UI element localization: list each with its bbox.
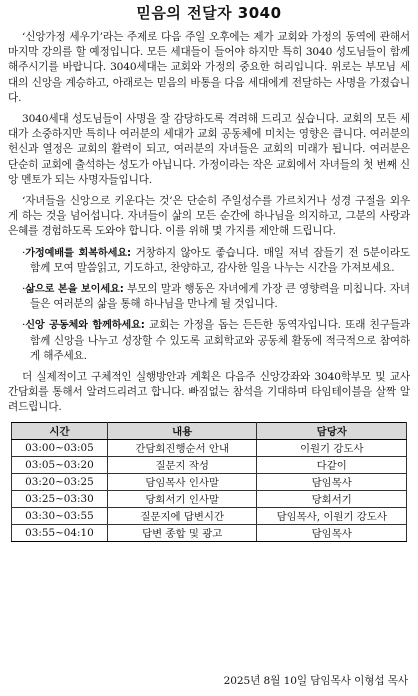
cell-content: 질문지에 답변시간 xyxy=(107,507,257,524)
page-title: 믿음의 전달자 3040 xyxy=(136,4,282,22)
signature-line: 2025년 8월 10일 담임목사 이형섭 목사 xyxy=(223,675,408,687)
suggestion-text: 교회는 가정을 돕는 든든한 동역자입니다. 또래 친구들과 함께 신앙을 나누고 성장할 수 있도록 교회학교와 공동체 활동에 적극적으로 참여하게 해주세요. xyxy=(30,319,410,362)
cell-content: 당회서기 인사말 xyxy=(107,490,257,507)
cell-person: 이원기 강도사 xyxy=(257,439,407,456)
encouragement-paragraph: 3040세대 성도님들이 사명을 잘 감당하도록 격려해 드리고 싶습니다. 교회의 모든 세대가 소중하지만 특히나 여러분의 세대가 교회 공동체에 미치는 영향은 큽니다. 여러분의 헌신과 열정은 교회의 활력이 되고, 여러분의 자녀들은 교회의 미래가 됩니다. 여러분은 단순히 교회에 출석하는 성도가 아닙니다. 가정이라는 작은 교회에서 자녀들의 첫 번째 신앙 멘토가 되는 사명자들입니다. xyxy=(8,113,410,186)
suggestion-heading: 삶으로 본을 보이세요: xyxy=(25,284,124,296)
cell-person: 담임목사 xyxy=(257,524,407,541)
table-row xyxy=(12,439,407,456)
suggestion-community: ·신앙 공동체와 함께하세요: 교회는 가정을 돕는 든든한 동역자입니다. 또래 친구들과 함께 신앙을 나누고 성장할 수 있도록 교회학교와 공동체 활동에 적극적으로 참여하게 해주세요. xyxy=(22,319,410,362)
table-row xyxy=(12,456,407,473)
suggestion-heading: 신앙 공동체와 함께하세요: xyxy=(25,320,145,332)
suggestion-text: 부모의 말과 행동은 자녀에게 가장 큰 영향력을 미칩니다. 자녀들은 여러분의 삶을 통해 하나님을 만나게 될 것입니다. xyxy=(30,283,410,311)
schedule-header-row xyxy=(12,422,407,439)
suggestion-family-worship: ·가정예배를 회복하세요: 거창하지 않아도 좋습니다. 매일 저녁 잠들기 전 5분이라도 함께 모여 말씀읽고, 기도하고, 찬양하고, 감사한 일을 나누는 시간을 가져보세요. xyxy=(22,246,410,274)
cell-time: 03:30~03:55 xyxy=(12,507,108,524)
cell-content: 답변 종합 및 광고 xyxy=(107,524,257,541)
cell-time: 03:00~03:05 xyxy=(12,439,108,456)
cell-time: 03:25~03:30 xyxy=(12,490,108,507)
table-row xyxy=(12,507,407,524)
cell-person: 다같이 xyxy=(257,456,407,473)
intro-paragraph: ‘신앙가정 세우기’라는 주제로 다음 주일 오후에는 제가 교회와 가정의 동역에 관해서 마지막 강의를 할 예정입니다. 모든 세대들이 들어야 하지만 특히 3040 성도님들이 함께 해주시기를 바랍니다. 3040세대는 교회와 가정의 중요한 허리입니다. 위로는 부모님 세대의 신앙을 계승하고, 아래로는 믿음의 바통을 다음 세대에게 전달하는 사명을 가졌습니다. xyxy=(8,31,410,104)
proposal-paragraph: ‘자녀들을 신앙으로 키운다는 것’은 단순히 주일성수를 가르치거나 성경 구절을 외우게 하는 것을 넘어섭니다. 자녀들이 삶의 모든 순간에 하나님을 의지하고, 그분의 사랑과 은혜를 경험하도록 도와야 합니다. 이를 위해 몇 가지를 제안해 드립니다. xyxy=(8,195,410,238)
header-content: 내용 xyxy=(107,422,257,439)
cell-person: 당회서기 xyxy=(257,490,407,507)
cell-content: 담임목사 인사말 xyxy=(107,473,257,490)
header-time: 시간 xyxy=(12,422,108,439)
table-row xyxy=(12,490,407,507)
cell-content: 질문지 작성 xyxy=(107,456,257,473)
cell-time: 03:05~03:20 xyxy=(12,456,108,473)
table-row xyxy=(12,524,407,541)
table-row xyxy=(12,473,407,490)
cell-time: 03:20~03:25 xyxy=(12,473,108,490)
suggestion-heading: 가정예배를 회복하세요: xyxy=(25,247,131,259)
suggestion-text: 거창하지 않아도 좋습니다. 매일 저녁 잠들기 전 5분이라도 함께 모여 말씀읽고, 기도하고, 찬양하고, 감사한 일을 나누는 시간을 가져보세요. xyxy=(30,246,410,274)
cell-content: 간담회진행순서 안내 xyxy=(107,439,257,456)
cell-person: 담임목사 xyxy=(257,473,407,490)
closing-paragraph: 더 실제적이고 구체적인 실행방안과 계획은 다음주 신앙강좌와 3040학부모 및 교사 간담회를 통해서 알려드리려고 합니다. 빠짐없는 참석을 기대하며 타임테이블을 살짝 알려드립니다. xyxy=(8,371,410,414)
cell-time: 03:55~04:10 xyxy=(12,524,108,541)
cell-person: 담임목사, 이원기 강도사 xyxy=(257,507,407,524)
header-person: 담당자 xyxy=(257,422,407,439)
schedule-table xyxy=(11,422,407,542)
suggestion-live-example: ·삶으로 본을 보이세요: 부모의 말과 행동은 자녀에게 가장 큰 영향력을 미칩니다. 자녀들은 여러분의 삶을 통해 하나님을 만나게 될 것입니다. xyxy=(22,283,410,311)
